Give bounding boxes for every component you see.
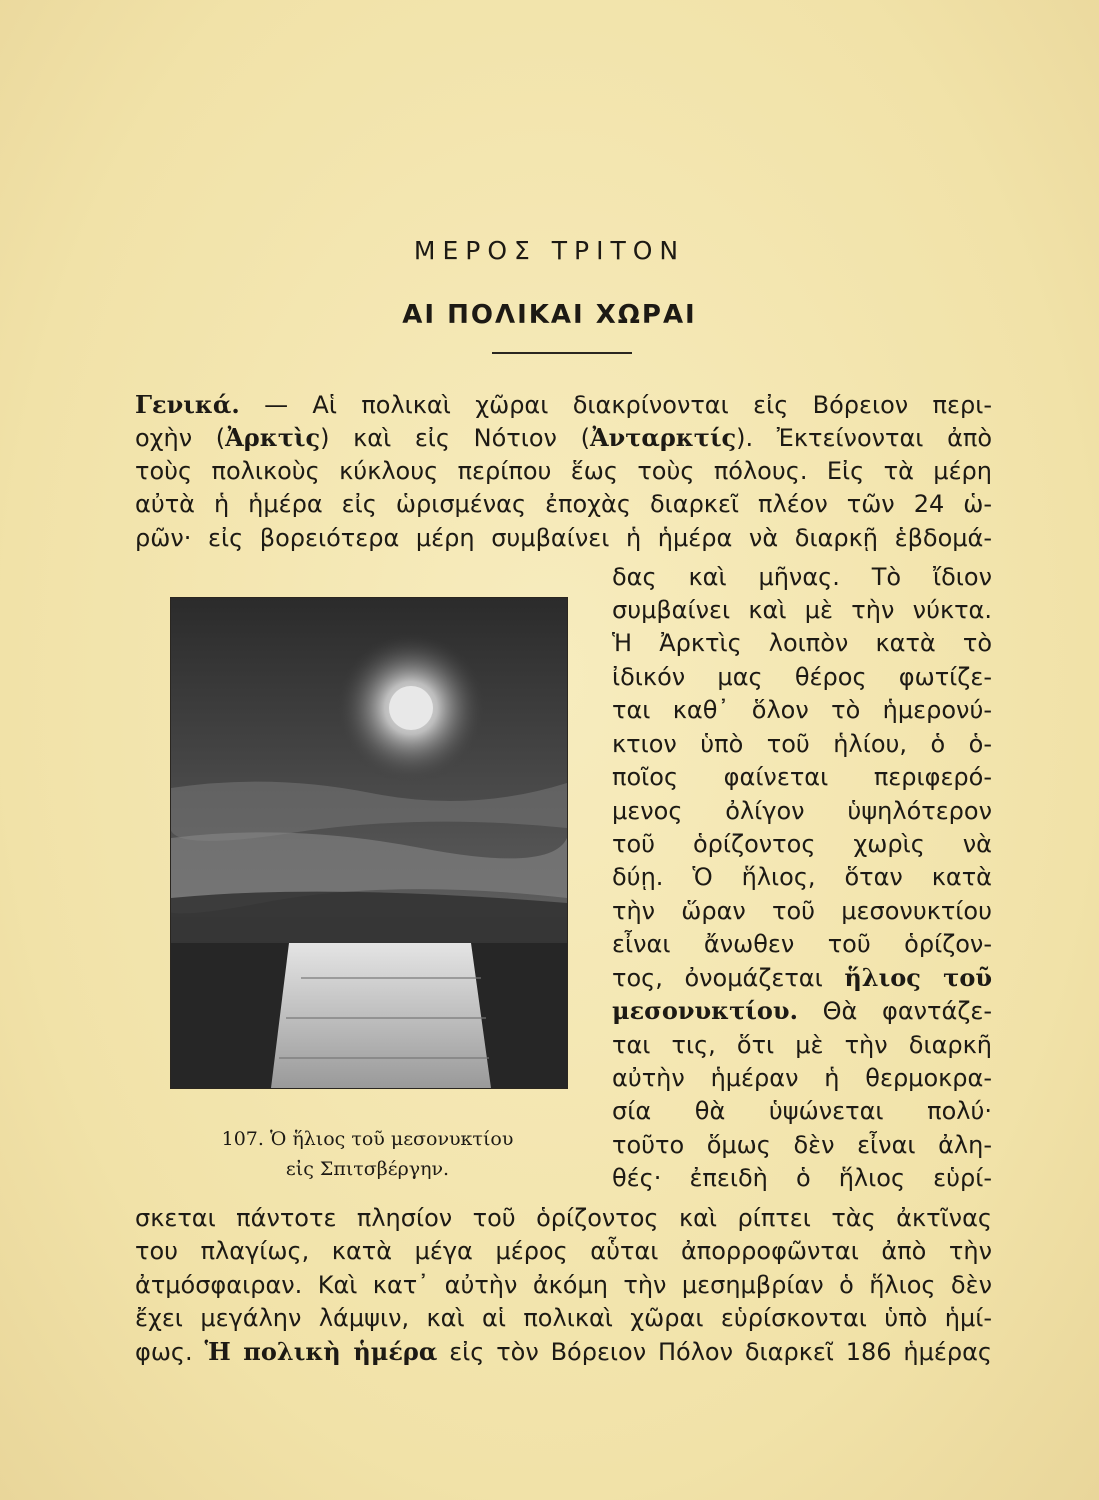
text-line: συμβαίνει καὶ μὲ τὴν νύκτα. [612, 596, 992, 624]
text-line: δύῃ. Ὁ ἥλιος, ὅταν κατὰ [612, 863, 992, 891]
text-span: ). Ἐκτείνονται ἀπὸ [736, 424, 993, 452]
sun [389, 686, 433, 730]
text-line: τὴν ὥραν τοῦ μεσονυκτίου [612, 897, 992, 925]
text-line [135, 423, 992, 453]
text-line: ἔχει μεγάλην λάμψιν, καὶ αἱ πολικαὶ χῶραι εὑρίσκονται ὑπὸ ἡμί- [135, 1304, 992, 1332]
title-rule [492, 352, 632, 354]
text-line [135, 1337, 992, 1367]
text-line: Ἡ Ἀρκτὶς λοιπὸν κατὰ τὸ [612, 629, 992, 657]
figure-caption: 107. Ὁ ἥλιος τοῦ μεσονυκτίου [221, 1128, 514, 1150]
text-span: τος, ὀνομάζεται [612, 964, 845, 992]
text-line: σκεται πάντοτε πλησίον τοῦ ὁρίζοντος καὶ ρίπτει τὰς ἀκτῖνας [135, 1204, 992, 1232]
term-midnight-sun: ἥλιος τοῦ [844, 963, 992, 992]
term-midnight-sun-cont: μεσονυκτίου. [612, 996, 798, 1025]
chapter-title: ΑΙ ΠΟΛΙΚΑΙ ΧΩΡΑΙ [402, 300, 697, 330]
photo-drawing [171, 598, 567, 1088]
text-line: αὐτὰ ἡ ἡμέρα εἰς ὡρισμένας ἐποχὰς διαρκεῖ πλέον τῶν 24 ὡ- [135, 490, 992, 518]
text-line: θές· ἐπειδὴ ὁ ἥλιος εὑρί- [612, 1164, 992, 1192]
text-line: αὐτὴν ἡμέραν ἡ θερμοκρα- [612, 1064, 992, 1092]
text-line: ἀτμόσφαιραν. Καὶ κατ᾿ αὐτὴν ἀκόμη τὴν μεσημβρίαν ὁ ἥλιος δὲν [135, 1271, 992, 1299]
text-span: ) καὶ εἰς Νότιον ( [320, 424, 590, 452]
text-line: του πλαγίως, κατὰ μέγα μέρος αὗται ἀπορροφῶνται ἀπὸ τὴν [135, 1237, 992, 1265]
text-line: τοῦ ὁρίζοντος χωρὶς νὰ [612, 830, 992, 858]
text-span: Θὰ φαντάζε- [797, 997, 992, 1025]
text-span: εἰς τὸν Βόρειον Πόλον διαρκεῖ 186 ἡμέρας [437, 1338, 992, 1366]
text-line: τοὺς πολικοὺς κύκλους περίπου ἕως τοὺς πόλους. Εἰς τὰ μέρη [135, 457, 992, 485]
horizon-land [171, 892, 567, 943]
text-line: ρῶν· εἰς βορειότερα μέρη συμβαίνει ἡ ἡμέρα νὰ διαρκῇ ἑβδομά- [135, 524, 992, 552]
text-span: φως. [135, 1338, 205, 1366]
text-span: — Αἱ πολικαὶ χῶραι διακρίνονται εἰς Βόρειον περι- [239, 391, 992, 419]
text-line [612, 963, 992, 993]
part-title: ΜΕΡΟΣ ΤΡΙΤΟΝ [413, 236, 686, 265]
section-lead: Γενικά. [135, 390, 240, 419]
text-line: κτιον ὑπὸ τοῦ ἡλίου, ὁ ὁ- [612, 730, 992, 758]
figure-caption-line2: εἰς Σπιτσβέργην. [285, 1158, 450, 1180]
midnight-sun-photo [170, 597, 568, 1089]
text-line [612, 996, 992, 1026]
term-arktis: Ἀρκτὶς [225, 423, 321, 452]
text-line: ται τις, ὅτι μὲ τὴν διαρκῆ [612, 1031, 992, 1059]
term-antarktis: Ἀνταρκτίς [589, 423, 737, 452]
text-line: σία θὰ ὑψώνεται πολύ· [612, 1097, 992, 1125]
text-span: οχὴν ( [135, 424, 226, 452]
text-line: δας καὶ μῆνας. Τὸ ἴδιον [612, 563, 992, 591]
text-line: μενος ὀλίγον ὑψηλότερον [612, 797, 992, 825]
term-polar-day: Ἡ πολικὴ ἡμέρα [204, 1337, 438, 1366]
text-line: ἰδικόν μας θέρος φωτίζε- [612, 663, 992, 691]
sun-reflection [271, 943, 491, 1088]
text-line [135, 390, 992, 420]
text-line: ποῖος φαίνεται περιφερό- [612, 763, 992, 791]
text-line: εἶναι ἄνωθεν τοῦ ὁρίζον- [612, 930, 992, 958]
text-line: ται καθ᾿ ὅλον τὸ ἡμερονύ- [612, 696, 992, 724]
text-line: τοῦτο ὅμως δὲν εἶναι ἀλη- [612, 1131, 992, 1159]
